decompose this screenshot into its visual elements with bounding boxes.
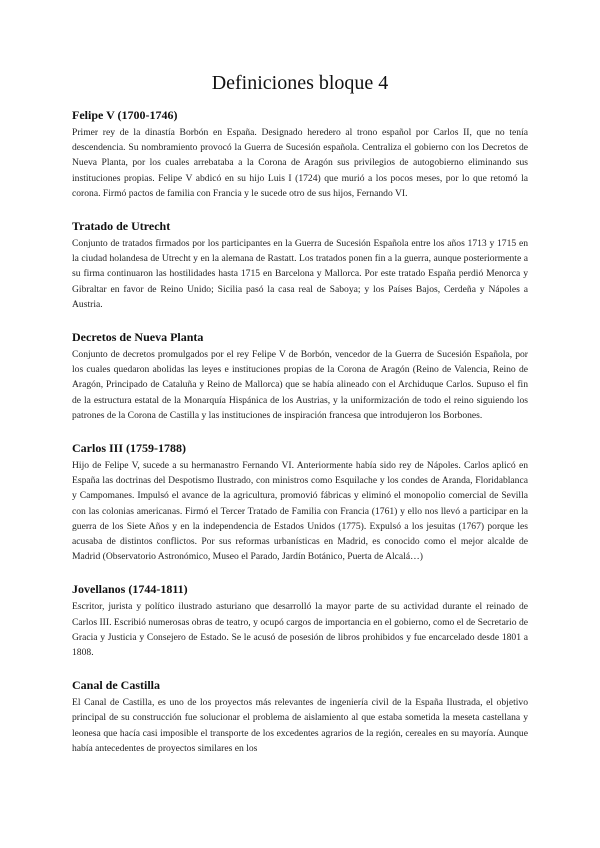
document-page — [72, 70, 528, 774]
section-text: Escritor, jurista y político ilustrado asturiano que desarrolló la mayor parte de su actividad durante el reinado de Carlos III. Escribió numerosas obras de teatro, y ocupó cargos de importancia en el gobierno, como el de Secretario de Gracia y Justicia y Consejero de Estado. Se le acusó de posesión de libros prohibidos y fue encarcelado desde 1801 a 1808. — [72, 601, 528, 659]
section-heading: Carlos III (1759-1788) — [72, 441, 186, 456]
section-carlos-iii — [72, 441, 528, 564]
section-heading: Canal de Castilla — [72, 678, 161, 693]
section-text: Hijo de Felipe V, sucede a su hermanastro Fernando VI. Anteriormente había sido rey de Nápoles. Carlos aplicó en España las doctrinas del Despotismo Ilustrado, con ministros como Esquilache y los condes de Aranda, Floridablanca y Campomanes. Impulsó el avance de la agricultura, promovió fábricas y eliminó el monopolio comercial de Sevilla con las colonias americanas. Firmó el Tercer Tratado de Familia con Francia (1761) y ello nos llevó a participar en la guerra de los Siete Años y en la independencia de Estados Unidos (1775). Expulsó a los jesuitas (1767) porque les acusaba de distintos conflictos. Por sus reformas urbanísticas en Madrid, es conocido como el mejor alcalde de Madrid (Observatorio Astronómico, Museo el Parado, Jardín Botánico, Puerta de Alcalá…) — [72, 460, 528, 563]
page-title: Definiciones bloque 4 — [211, 72, 389, 94]
section-text: El Canal de Castilla, es uno de los proyectos más relevantes de ingeniería civil de la España Ilustrada, el objetivo principal de su construcción fue solucionar el problema de aislamiento al que estaba sometida la meseta castellana y leonesa que hacía casi imposible el transporte de los excedentes agrarios de la región, cereales en su mayoría. Aunque había antecedentes de proyectos similares en los — [72, 697, 528, 754]
section-text: Conjunto de tratados firmados por los participantes en la Guerra de Sucesión Española entre los años 1713 y 1715 en la ciudad holandesa de Utrecht y en la alemana de Rastatt. Los tratados ponen fin a la guerra, aunque posteriormente a su firma continuaron las hostilidades hasta 1715 en Barcelona y Mallorca. Por este tratado España perdió Menorca y Gibraltar en favor de Reino Unido; Sicilia pasó la casa real de Saboya; y los Países Bajos, Cerdeña y Nápoles a Austria. — [72, 238, 528, 310]
section-heading: Tratado de Utrecht — [72, 219, 171, 234]
section-felipe-v — [72, 108, 528, 201]
section-text: Primer rey de la dinastía Borbón en España. Designado heredero al trono español por Carlos II, que no tenía descendencia. Su nombramiento provocó la Guerra de Sucesión española. Centraliza el gobierno con los Decretos de Nueva Planta, por los cuales arrebataba a la Corona de Aragón sus privilegios de autogobierno eliminando sus instituciones propias. Felipe V abdicó en su hijo Luis I (1724) que murió a los pocos meses, por lo que retomó la corona. Firmó pactos de familia con Francia y le sucede otro de sus hijos, Fernando VI. — [72, 127, 528, 199]
section-heading: Jovellanos (1744-1811) — [72, 582, 188, 597]
section-heading: Felipe V (1700-1746) — [72, 108, 178, 122]
section-tratado-utrecht — [72, 219, 528, 312]
section-text: Conjunto de decretos promulgados por el rey Felipe V de Borbón, vencedor de la Guerra de Sucesión Española, por los cuales quedaron abolidas las leyes e instituciones propias de la Corona de Aragón (Reino de Valencia, Reino de Aragón, Principado de Cataluña y Reino de Mallorca) que se había alineado con el Archiduque Carlos. Supuso el fin de la estructura estatal de la Monarquía Hispánica de los Austrias, y la uniformización de todo el reino siguiendo los patrones de la Corona de Castilla y las instituciones de inspiración francesa que introdujeron los Borbones. — [72, 349, 528, 421]
section-decretos-nueva-planta — [72, 330, 528, 423]
section-jovellanos — [72, 582, 528, 660]
section-heading: Decretos de Nueva Planta — [72, 330, 204, 345]
section-canal-castilla — [72, 678, 528, 756]
